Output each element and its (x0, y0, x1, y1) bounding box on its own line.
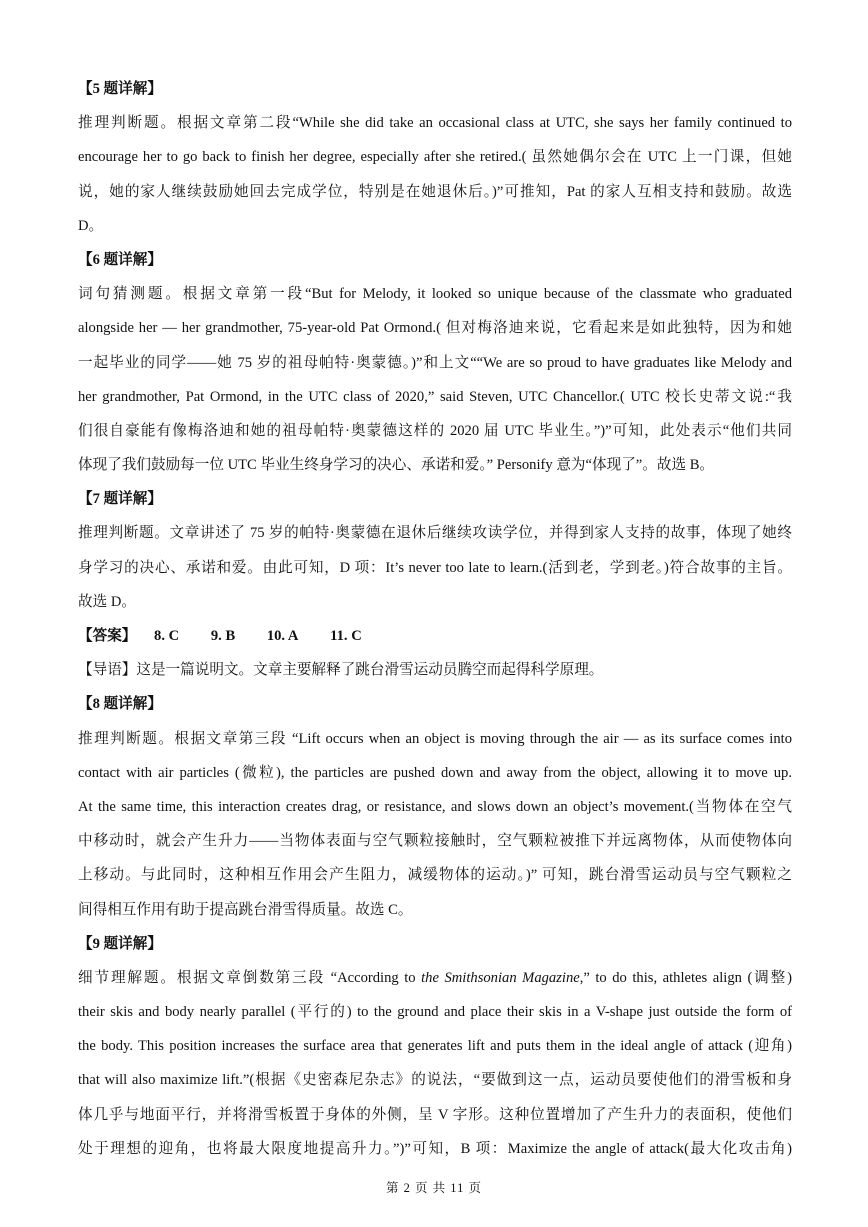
text-line: encourage her to go back to finish her degree, especially after she retired.( 虽然她偶尔会在 UTC 上一门课，但她 (78, 149, 792, 166)
text-line: 体现了我们鼓励每一位 UTC 毕业生终身学习的决心、承诺和爱。” Personify 意为“体现了”。故选 B。 (78, 457, 715, 474)
page-footer: 第 2 页 共 11 页 (386, 1181, 482, 1195)
explanations-8 (78, 653, 792, 961)
text-line: 说，她的家人继续鼓励她回去完成学位，特别是在她退休后。)”可推知，Pat 的家人互相支持和鼓励。故选 (78, 183, 792, 200)
text-line: 上移动。与此同时，这种相互作用会产生阻力，减缓物体的运动。)” 可知，跳台滑雪运动员与空气颗粒之 (78, 867, 792, 884)
text-line: 故选 D。 (78, 593, 136, 610)
text-line: 推理判断题。文章讲述了 75 岁的帕特·奥蒙德在退休后继续攻读学位，并得到家人支持的故事，体现了她终 (78, 525, 792, 542)
text-fragment: ,” to do this, athletes align (调整) (579, 969, 792, 986)
explanations-9 (78, 995, 792, 1166)
answer-label: 【答案】 (78, 628, 137, 644)
section-heading: 【6 题详解】 (78, 251, 162, 268)
section-heading: 【5 题详解】 (78, 81, 162, 97)
text-line: D。 (78, 217, 104, 234)
answer-item: 8. C (154, 628, 180, 644)
text-line: 词句猜测题。根据文章第一段“But for Melody, it looked so unique because of the classmate who graduated (78, 286, 792, 303)
text-line: 处于理想的迎角，也将最大限度地提高升力。”)”可知，B 项：Maximize the angle of attack(最大化攻击角) (78, 1140, 792, 1157)
text-fragment: 细节理解题。根据文章倒数第三段 “According to (78, 969, 422, 986)
explanations-5-7 (78, 72, 792, 619)
text-line: 间得相互作用有助于提高跳台滑雪得质量。故选 C。 (78, 901, 413, 918)
text-line: 推理判断题。根据文章第二段“While she did take an occasional class at UTC, she says her family continued to (78, 115, 792, 132)
text-line: 推理判断题。根据文章第三段 “Lift occurs when an object is moving through the air — as its surface comes into (78, 730, 792, 747)
answer-line (78, 619, 792, 653)
text-line: the body. This position increases the surface area that generates lift and puts them in the ideal angle of attack (迎角) (78, 1038, 792, 1055)
text-line: their skis and body nearly parallel (平行的) to the ground and place their skis in a V-shape just outside the form of (78, 1004, 792, 1021)
answer-item: 11. C (330, 628, 362, 644)
answer-item: 10. A (266, 628, 299, 644)
text-line: 一起毕业的同学——她 75 岁的祖母帕特·奥蒙德。)”和上文““We are so proud to have graduates like Melody and (78, 354, 792, 371)
text-line: 身学习的决心、承诺和爱。由此可知，D 项：It’s never too late to learn.(活到老，学到老。)符合故事的主旨。 (78, 559, 792, 576)
section-heading: 【7 题详解】 (78, 491, 162, 508)
text-line: contact with air particles (微粒), the particles are pushed down and away from the object, allowing it to move up. (78, 764, 792, 781)
section-heading: 【8 题详解】 (78, 696, 162, 713)
section-heading: 【9 题详解】 (78, 935, 162, 952)
text-line: 们很自豪能有像梅洛迪和她的祖母帕特·奥蒙德这样的 2020 届 UTC 毕业生。”)”可知，此处表示“他们共同 (78, 422, 792, 439)
answer-item: 9. B (210, 628, 236, 644)
text-line: her grandmother, Pat Ormond, in the UTC class of 2020,” said Steven, UTC Chancellor.( UTC 校长史蒂文说:“我 (78, 388, 792, 405)
text-line: 【导语】这是一篇说明文。文章主要解释了跳台滑雪运动员腾空而起得科学原理。 (78, 662, 604, 679)
text-line: 中移动时，就会产生升力——当物体表面与空气颗粒接触时，空气颗粒被推下并远离物体，从而使物体向 (78, 833, 792, 850)
text-line: alongside her — her grandmother, 75-year-old Pat Ormond.( 但对梅洛迪来说，它看起来是如此独特，因为和她 (78, 320, 792, 337)
text-line (78, 961, 792, 995)
text-line: 体几乎与地面平行，并将滑雪板置于身体的外侧，呈 V 字形。这种位置增加了产生升力的表面积，使他们 (78, 1106, 792, 1123)
document-body (78, 72, 792, 1166)
magazine-title: the Smithsonian Magazine (421, 969, 580, 986)
text-line: At the same time, this interaction creates drag, or resistance, and slows down an object’s movement.(当物体在空气 (78, 798, 792, 815)
text-line: that will also maximize lift.”(根据《史密森尼杂志》的说法，“要做到这一点，运动员要使他们的滑雪板和身 (78, 1072, 792, 1089)
